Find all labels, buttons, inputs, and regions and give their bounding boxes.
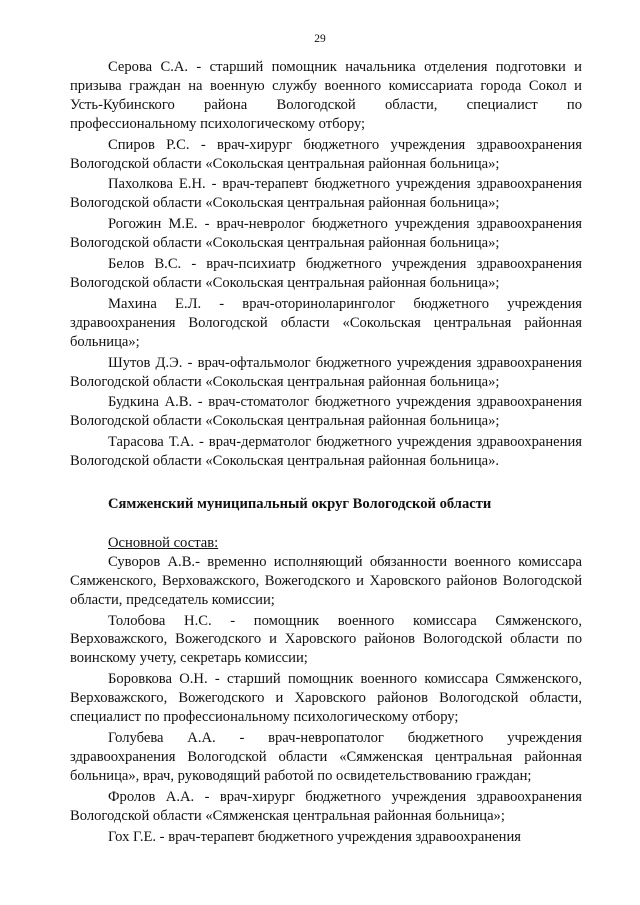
paragraph: Рогожин М.Е. - врач-невролог бюджетного учреждения здравоохранения Вологодской области «Сокольская центральная районная больница»; (70, 216, 582, 252)
paragraph: Боровкова О.Н. - старший помощник военного комиссара Сямженского, Верховажского, Вожегодского и Харовского районов Вологодской области, специалист по профессиональному психологическому отбору; (70, 671, 582, 726)
paragraph: Тарасова Т.А. - врач-дерматолог бюджетного учреждения здравоохранения Вологодской области «Сокольская центральная районная больница». (70, 434, 582, 470)
paragraph: Гох Г.Е. - врач-терапевт бюджетного учреждения здравоохранения (108, 828, 521, 845)
paragraph: Серова С.А. - старший помощник начальника отделения подготовки и призыва граждан на военную службу военного комиссариата города Сокол и Усть-Кубинского района Вологодской области, специалист по профессиональному психологическому отбору; (70, 59, 582, 132)
paragraph: Белов В.С. - врач-психиатр бюджетного учреждения здравоохранения Вологодской области «Сокольская центральная районная больница»; (70, 256, 582, 291)
document-body (70, 58, 582, 846)
paragraph: Спиров Р.С. - врач-хирург бюджетного учреждения здравоохранения Вологодской области «Сокольская центральная районная больница»; (70, 136, 582, 172)
paragraph: Будкина А.В. - врач-стоматолог бюджетного учреждения здравоохранения Вологодской области «Сокольская центральная районная больница»; (70, 394, 582, 430)
paragraph: Голубева А.А. - врач-невропатолог бюджетного учреждения здравоохранения Вологодской области «Сямженская центральная районная больница», врач, руководящий работой по освидетельствованию граждан; (70, 730, 582, 784)
paragraph: Шутов Д.Э. - врач-офтальмолог бюджетного учреждения здравоохранения Вологодской области «Сокольская центральная районная больница»; (70, 354, 582, 390)
paragraph: Махина Е.Л. - врач-оториноларинголог бюджетного учреждения здравоохранения Вологодской области «Сокольская центральная районная больница»; (70, 295, 582, 350)
page-number: 29 (314, 33, 326, 45)
section-heading: Сямженский муниципальный округ Вологодской области (108, 496, 492, 513)
paragraph: Толобова Н.С. - помощник военного комиссара Сямженского, Верховажского, Вожегодского и Харовского районов Вологодской области по воинскому учету, секретарь комиссии; (70, 612, 582, 667)
paragraph: Суворов А.В.- временно исполняющий обязанности военного комиссара Сямженского, Верховажского, Вожегодского и Харовского районов Вологодской области, председатель комиссии; (70, 553, 582, 608)
paragraph: Фролов А.А. - врач-хирург бюджетного учреждения здравоохранения Вологодской области «Сямженская центральная районная больница»; (70, 788, 582, 824)
subheading: Основной состав: (108, 534, 219, 551)
paragraph: Пахолкова Е.Н. - врач-терапевт бюджетного учреждения здравоохранения Вологодской области «Сокольская центральная районная больница»; (70, 176, 582, 212)
